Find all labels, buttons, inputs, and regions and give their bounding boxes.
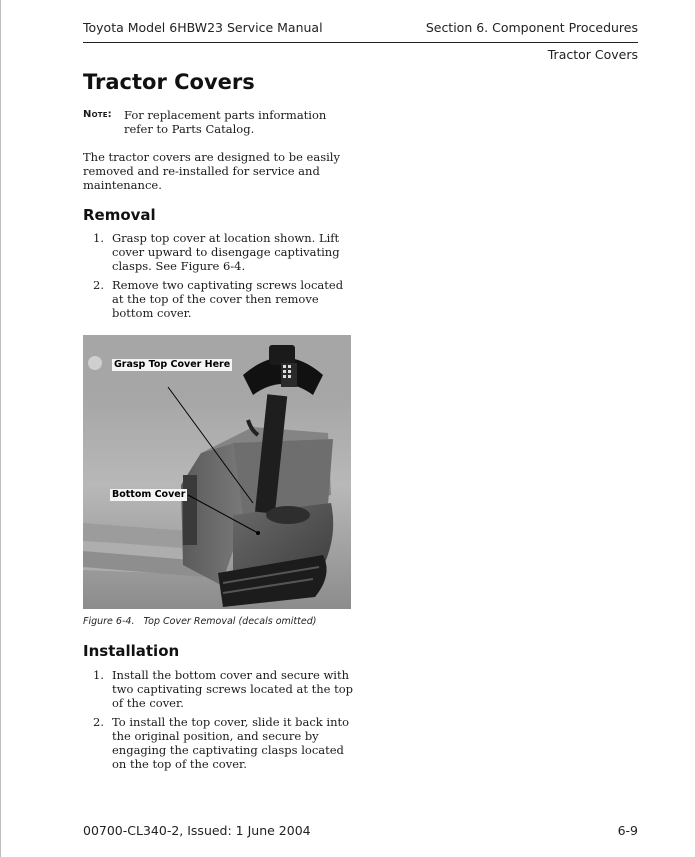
list-item xyxy=(83,278,358,320)
step-number: 1. xyxy=(93,668,104,682)
step-text: Remove two captivating screws located at the top of the cover then remove bottom cover. xyxy=(112,278,344,320)
figure-photo xyxy=(83,335,351,609)
note-text: For replacement parts information refer to Parts Catalog. xyxy=(124,108,327,136)
header-section: Section 6. Component Procedures xyxy=(425,20,638,35)
list-item xyxy=(83,231,358,273)
removal-heading: Removal xyxy=(83,206,156,224)
note-label: Note: xyxy=(83,109,112,120)
footer-doc-id: 00700-CL340-2, Issued: 1 June 2004 xyxy=(83,823,311,838)
list-item xyxy=(83,668,358,710)
header-manual-title: Toyota Model 6HBW23 Service Manual xyxy=(83,20,323,35)
intro-paragraph: The tractor covers are designed to be easily removed and re-installed for service and maintenance. xyxy=(83,150,340,192)
callout-grasp-top-cover: Grasp Top Cover Here xyxy=(114,359,231,370)
header-rule xyxy=(83,42,638,43)
footer-page-number: 6-9 xyxy=(617,823,638,838)
callout-bottom-cover: Bottom Cover xyxy=(112,489,186,500)
figure-caption: Figure 6-4. Top Cover Removal (decals omitted) xyxy=(83,616,317,627)
step-number: 2. xyxy=(93,715,104,729)
removal-steps xyxy=(83,231,358,325)
step-text: Install the bottom cover and secure with two captivating screws located at the top of the cover. xyxy=(112,668,353,710)
step-number: 2. xyxy=(93,278,104,292)
step-text: To install the top cover, slide it back into the original position, and secure by engaging the captivating clasps located on the top of the cover. xyxy=(112,715,350,771)
page-title: Tractor Covers xyxy=(83,70,255,94)
installation-steps xyxy=(83,668,358,776)
installation-heading: Installation xyxy=(83,642,180,660)
step-number: 1. xyxy=(93,231,104,245)
pallet-truck-illustration xyxy=(83,335,351,609)
header-subsection: Tractor Covers xyxy=(547,47,638,62)
step-text: Grasp top cover at location shown. Lift cover upward to disengage captivating clasps. See Figure 6-4. xyxy=(112,231,340,273)
page-edge xyxy=(0,0,1,857)
list-item xyxy=(83,715,358,771)
